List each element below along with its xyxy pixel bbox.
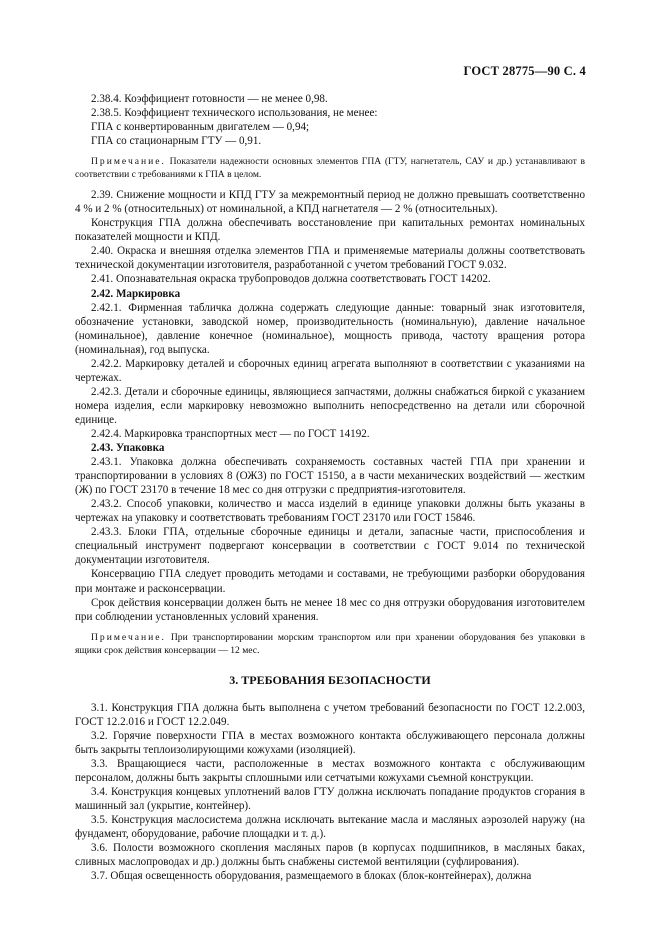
paragraph: 2.40. Окраска и внешняя отделка элементов ГПА и применяемые материалы должны соответствовать технической документации изготовителя, разработанной с учетом требований ГОСТ 9.032. [75,245,585,272]
section-heading: 3. ТРЕБОВАНИЯ БЕЗОПАСНОСТИ [229,672,431,687]
paragraph: 3.4. Конструкция концевых уплотнений валов ГТУ должна исключать попадание продуктов сгорания в машинный зал (укрытие, контейнер). [75,785,585,813]
paragraph: 2.43.1. Упаковка должна обеспечивать сохраняемость составных частей ГПА при хранении и транспортировании в условиях 8 (ОЖ3) по ГОСТ 15150, а в части механических воздействий — жестким (Ж) по ГОСТ 23170 в течение 18 мес со дня отгрузки с предприятия-изготовителя. [75,456,585,497]
paragraph: 3.2. Горячие поверхности ГПА в местах возможного контакта обслуживающего персонала должны быть закрыты теплоизолирующими кожухами (изоляцией). [75,729,585,756]
paragraph: 2.39. Снижение мощности и КПД ГТУ за межремонтный период не должно превышать соответственно 4 % и 2 % (относительных) от номинальной, а КПД нагнетателя — 2 % (относительных). [75,189,585,216]
paragraph: 2.41. Опознавательная окраска трубопроводов должна соответствовать ГОСТ 14202. [91,273,491,286]
subsection-heading: 2.42. Маркировка [91,287,181,300]
paragraph: ГПА со стационарным ГТУ — 0,91. [91,135,262,148]
paragraph: Срок действия консервации должен быть не менее 18 мес со дня отгрузки оборудования изготовителем при соблюдении установленных условий хранения. [75,596,585,623]
note-text: При транспортировании морским транспортом или при хранении оборудования без упаковки в ящики срок действия консервации — 12 мес. [75,631,585,656]
document-body [75,92,585,883]
note [75,155,585,181]
paragraph: 3.6. Полости возможного скопления масляных паров (в корпусах подшипников, в масляных баках, сливных маслопроводах и др.) должны быть снабжены системой вентиляции (суфлирования). [75,842,585,869]
paragraph: 2.42.4. Маркировка транспортных мест — по ГОСТ 14192. [91,427,370,440]
note-label: Примечание. [91,156,166,168]
paragraph: 3.3. Вращающиеся части, расположенные в местах возможного контакта с обслуживающим персоналом, должны быть закрыты сплошными или сетчатыми кожухами съемной конструкции. [75,757,585,784]
paragraph: 2.38.4. Коэффициент готовности — не менее 0,98. [91,93,328,105]
paragraph: 3.1. Конструкция ГПА должна быть выполнена с учетом требований безопасности по ГОСТ 12.2.003, ГОСТ 12.2.016 и ГОСТ 12.2.049. [75,701,585,728]
paragraph: 2.43.3. Блоки ГПА, отдельные сборочные единицы и детали, запасные части, приспособления и специальный инструмент подвергают консервации в соответствии с ГОСТ 9.014 по технической документации изготовителя. [75,526,585,567]
paragraph: 2.38.5. Коэффициент технического использования, не менее: [91,107,378,120]
paragraph: 2.42.3. Детали и сборочные единицы, являющиеся запчастями, должны снабжаться биркой с указанием номера изделия, если маркировку невозможно выполнить непосредственно на детали или сборочной единице. [75,385,585,426]
paragraph: 2.42.1. Фирменная табличка должна содержать следующие данные: товарный знак изготовителя, обозначение установки, заводской номер, производительность (номинальную), давление начальное (номинальное), давление конечное (номинальное), мощность привода, частоту вращения ротора (номинальная), год выпуска. [75,301,585,356]
page-header: ГОСТ 28775—90 С. 4 [463,64,586,78]
paragraph: 3.5. Конструкция маслосистема должна исключать вытекание масла и масляных аэрозолей наружу (на фундамент, оборудование, рабочие площадки и т. д.). [75,814,585,841]
paragraph: ГПА с конвертированным двигателем — 0,94; [91,121,310,134]
paragraph: Консервацию ГПА следует проводить методами и составами, не требующими разборки оборудования при монтаже и расконсервации. [75,568,585,595]
subsection-heading: 2.43. Упаковка [91,442,165,455]
note-text: Показатели надежности основных элементов ГПА (ГТУ, нагнетатель, САУ и др.) устанавливают в соответствии с требованиями к ГПА в целом. [75,156,585,181]
paragraph: Конструкция ГПА должна обеспечивать восстановление при капитальных ремонтах номинальных показателей мощности и КПД. [75,217,585,244]
note-label: Примечание. [91,631,166,643]
paragraph: 2.42.2. Маркировку деталей и сборочных единиц агрегата выполняют в соответствии с указаниями на чертежах. [75,357,585,384]
paragraph: 2.43.2. Способ упаковки, количество и масса изделий в единице упаковки должны быть указаны в чертежах на упаковку и соответствовать требованиям ГОСТ 23170 или ГОСТ 15846. [75,498,585,525]
note [75,631,585,657]
paragraph: 3.7. Общая освещенность оборудования, размещаемого в блоках (блок-контейнерах), должна [91,870,532,883]
